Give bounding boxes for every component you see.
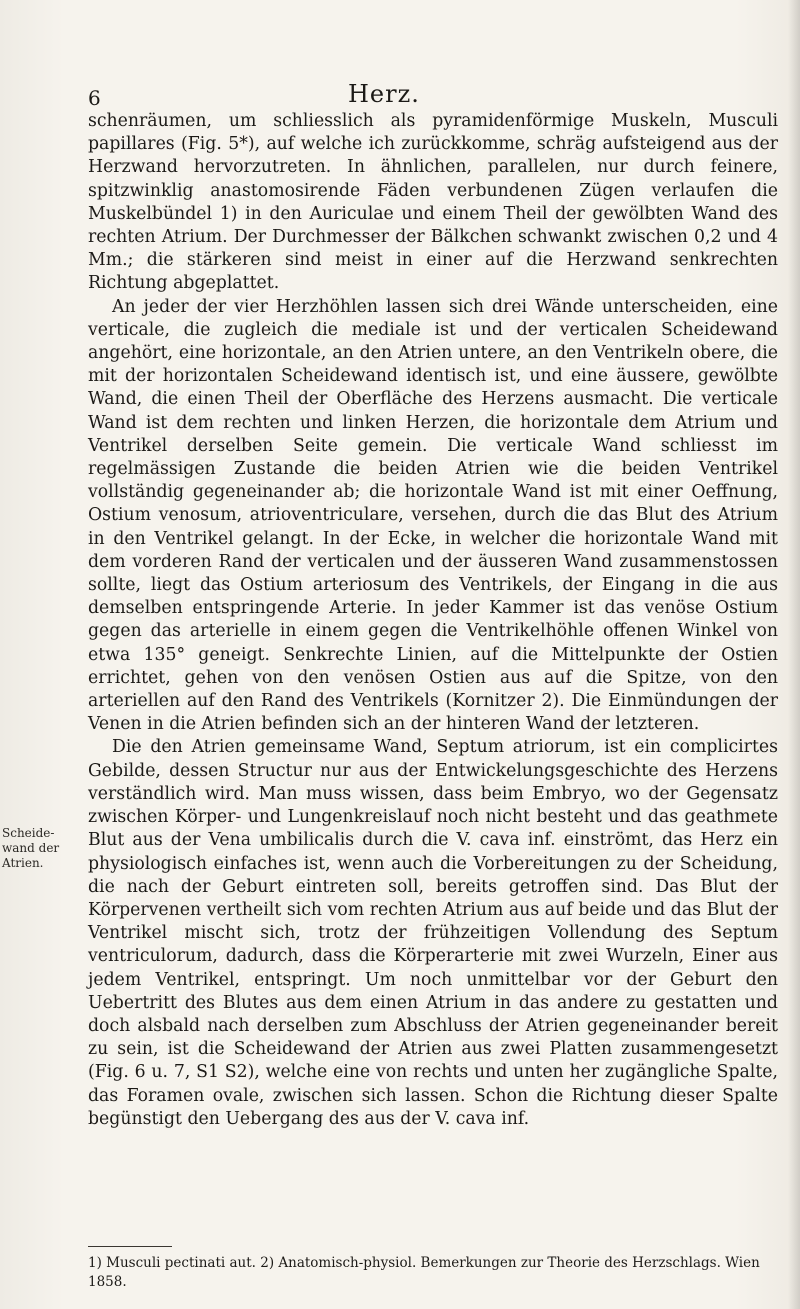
margin-note: Scheide-wand der Atrien. — [2, 826, 60, 870]
running-head: Herz. — [348, 80, 420, 108]
body-text — [88, 110, 778, 1131]
footnote-rule — [88, 1246, 172, 1247]
page-edge-shadow — [788, 0, 800, 1309]
paragraph-2: An jeder der vier Herzhöhlen lassen sich drei Wände unterscheiden, eine verticale, die zugleich die mediale ist und der verticalen Scheidewand angehört, eine horizontale, an den Atrien untere, an den Ventrikeln obere, die mit der horizontalen Scheidewand identisch ist, und eine äussere, gewölbte Wand, die einen Theil der Oberfläche des Herzens ausmacht. Die verticale Wand ist dem rechten und linken Herzen, die horizontale dem Atrium und Ventrikel derselben Seite gemein. Die verticale Wand schliesst im regelmässigen Zustande die beiden Atrien wie die beiden Ventrikel vollständig gegeneinander ab; die horizontale Wand ist mit einer Oeffnung, Ostium venosum, atrioventriculare, versehen, durch die das Blut des Atrium in den Ventrikel gelangt. In der Ecke, in welcher die horizontale Wand mit dem vorderen Rand der verticalen und der äusseren Wand zusammenstossen sollte, liegt das Ostium arteriosum des Ventrikels, der Eingang in die aus demselben entspringende Arterie. In jeder Kammer ist das venöse Ostium gegen das arterielle in einem gegen die Ventrikelhöhle offenen Winkel von etwa 135° geneigt. Senkrechte Linien, auf die Mittelpunkte der Ostien errichtet, gehen von den venösen Ostien aus auf die Spitze, von den arteriellen auf den Rand des Ventrikels (Kornitzer 2). Die Einmündungen der Venen in die Atrien befinden sich an der hinteren Wand der letzteren. — [88, 296, 778, 735]
footnotes: 1) Musculi pectinati aut. 2) Anatomisch-physiol. Bemerkungen zur Theorie des Herzschlags. Wien 1858. — [88, 1255, 760, 1290]
paragraph-1: schenräumen, um schliesslich als pyramidenförmige Muskeln, Musculi papillares (Fig. 5*), auf welche ich zurückkomme, schräg aufsteigend aus der Herzwand hervorzutreten. In ähnlichen, parallelen, nur durch feinere, spitzwinklig anastomosirende Fäden verbundenen Zügen verlaufen die Muskelbündel 1) in den Auriculae und einem Theil der gewölbten Wand des rechten Atrium. Der Durchmesser der Bälkchen schwankt zwischen 0,2 und 4 Mm.; die stärkeren sind meist in einer auf die Herzwand senkrechten Richtung abgeplattet. — [88, 111, 778, 294]
page-number: 6 — [88, 86, 101, 110]
paragraph-3: Die den Atrien gemeinsame Wand, Septum atriorum, ist ein complicirtes Gebilde, dessen Structur nur aus der Entwickelungsgeschichte des Herzens verständlich wird. Man muss wissen, dass beim Embryo, wo der Gegensatz zwischen Körper- und Lungenkreislauf noch nicht besteht und das geathmete Blut aus der Vena umbilicalis durch die V. cava inf. einströmt, das Herz ein physiologisch einfaches ist, wenn auch die Vorbereitungen zu der Scheidung, die nach der Geburt eintreten soll, bereits getroffen sind. Das Blut der Körpervenen vertheilt sich vom rechten Atrium aus auf beide und das Blut der Ventrikel mischt sich, trotz der frühzeitigen Vollendung des Septum ventriculorum, dadurch, dass die Körperarterie mit zwei Wurzeln, Einer aus jedem Ventrikel, entspringt. Um noch unmittelbar vor der Geburt den Uebertritt des Blutes aus dem einen Atrium in das andere zu gestatten und doch alsbald nach derselben zum Abschluss der Atrien gegeneinander bereit zu sein, ist die Scheidewand der Atrien aus zwei Platten zusammengesetzt (Fig. 6 u. 7, S1 S2), welche eine von rechts und unten her zugängliche Spalte, das Foramen ovale, zwischen sich lassen. Schon die Richtung dieser Spalte begünstigt den Uebergang des aus der V. cava inf. — [88, 737, 778, 1129]
